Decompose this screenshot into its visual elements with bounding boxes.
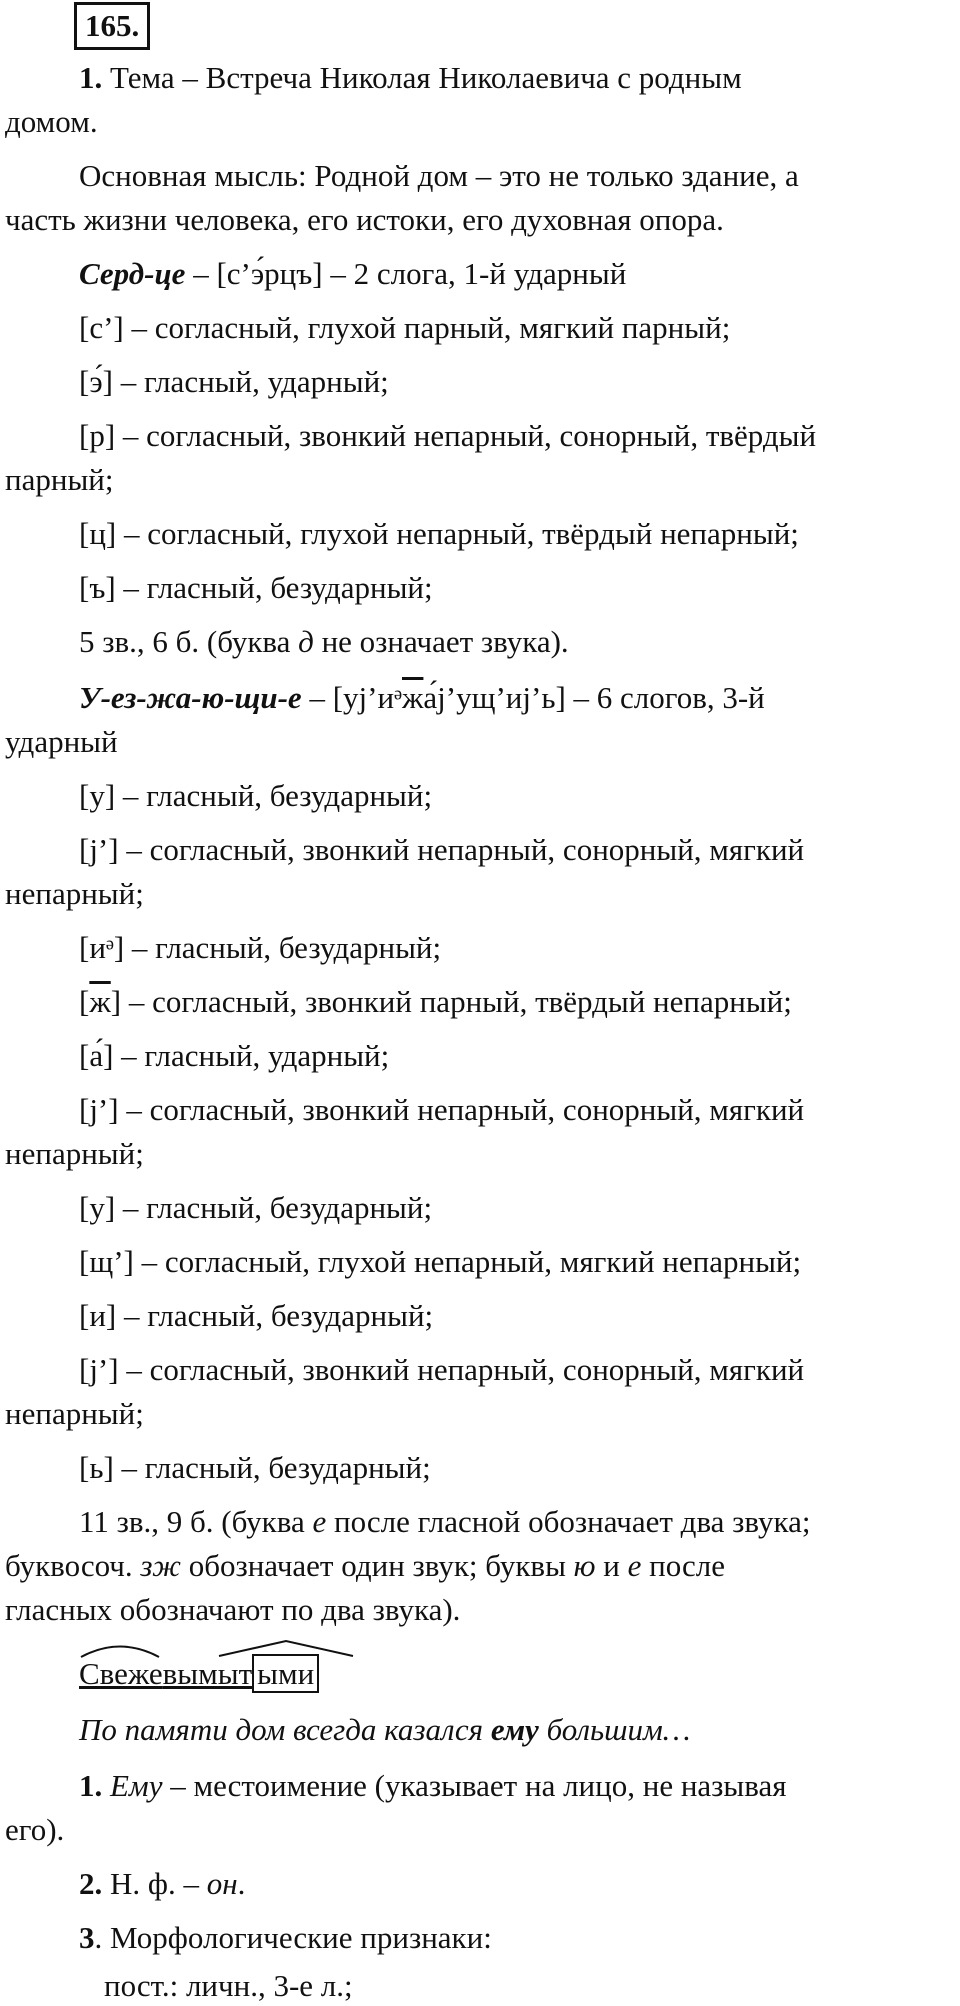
word2-sound-line: непарный; — [5, 1136, 144, 1171]
analysis-text: Н. ф. – — [102, 1866, 207, 1901]
summary-text: после гласной обозначает два звука; — [326, 1504, 811, 1539]
point-number: 3 — [79, 1920, 95, 1955]
long-zh-sound: ж — [402, 680, 424, 715]
word2-transcription: а́j’ущ’иj’ь] – 6 слогов, 3-й — [423, 680, 765, 715]
summary-text: буквосоч. — [5, 1548, 141, 1583]
word2-word: У-ез-жа-ю-щи-е — [79, 680, 302, 715]
word2-sound-line: [ь] – гласный, безударный; — [79, 1450, 431, 1485]
point-number: 2. — [79, 1866, 103, 1901]
morpheme-word — [79, 1654, 319, 1694]
summary-text: после — [641, 1548, 725, 1583]
word2-sound-line: [j’] – согласный, звонкий непарный, сонорный, мягкий — [79, 1092, 805, 1127]
word2-sound-line: [j’] – согласный, звонкий непарный, сонорный, мягкий — [79, 832, 805, 867]
word1-transcription: – [с’э́рцъ] – 2 слога, 1-й ударный — [185, 256, 627, 291]
word2-sound-line-zh: [ж] – согласный, звонкий парный, твёрдый непарный; — [79, 984, 792, 1019]
word2-heading-line-2: ударный — [5, 724, 118, 759]
morpheme-root-2: вымыт — [162, 1656, 253, 1691]
analysis-text: . Морфологические признаки: — [94, 1920, 492, 1955]
sentence-highlight: ему — [490, 1712, 539, 1747]
word2-sound-line: [и] – гласный, безударный; — [79, 1298, 434, 1333]
suffix-mark-icon — [217, 1638, 355, 1658]
point-number: 1. — [79, 1768, 103, 1803]
summary-letter: е — [627, 1548, 642, 1583]
word1-sound-line: [ц] – согласный, глухой непарный, твёрдый непарный; — [79, 516, 799, 551]
word2-sound-line: [у] – гласный, безударный; — [79, 778, 433, 813]
summary-letter: ю — [573, 1548, 596, 1583]
example-sentence — [79, 1710, 960, 1750]
summary-text: не означает звука). — [313, 624, 569, 659]
word2-summary-line-2 — [5, 1546, 960, 1586]
word1-sound-line: [р] – согласный, звонкий непарный, сонорный, твёрдый — [79, 418, 817, 453]
word2-sound-line: [j’] – согласный, звонкий непарный, сонорный, мягкий — [79, 1352, 805, 1387]
summary-text: и — [595, 1548, 628, 1583]
root-arc-icon — [79, 1642, 161, 1658]
theme-line-1 — [79, 58, 960, 98]
word2-summary-line-1 — [79, 1502, 960, 1542]
sentence-text: По памяти дом всегда казался — [79, 1712, 491, 1747]
summary-letter: зж — [140, 1548, 181, 1583]
analysis-point-1-line-2: его). — [5, 1812, 65, 1847]
main-idea-line-1: Основная мысль: Родной дом – это не только здание, а — [79, 158, 799, 193]
summary-letter: е — [312, 1504, 327, 1539]
word2-transcription: – [уj’иᵊ — [301, 680, 402, 715]
word2-sound-line: [у] – гласный, безударный; — [79, 1190, 433, 1225]
word1-heading — [79, 254, 960, 294]
theme-line-2: домом. — [5, 104, 98, 139]
word2-summary-line-3: гласных обозначают по два звука). — [5, 1592, 461, 1627]
initial-form: он — [206, 1866, 238, 1901]
task-number: 165. — [74, 2, 150, 50]
word2-sound-line: непарный; — [5, 1396, 144, 1431]
summary-letter: д — [298, 624, 314, 659]
summary-text: 11 зв., 9 б. (буква — [79, 1504, 313, 1539]
word1-word: Серд-це — [79, 256, 186, 291]
analysis-text: . — [237, 1866, 246, 1901]
word1-sound-line: [э́] – гласный, ударный; — [79, 364, 389, 399]
word1-summary — [79, 622, 960, 662]
word2-sound-line: [а́] – гласный, ударный; — [79, 1038, 390, 1073]
morpheme-ending: ыми — [252, 1654, 319, 1693]
summary-text: 5 зв., 6 б. (буква — [79, 624, 299, 659]
analysis-point-2 — [79, 1864, 960, 1904]
word2-sound-line: непарный; — [5, 876, 144, 911]
word2-heading — [79, 678, 960, 718]
summary-text: обозначает один звук; буквы — [180, 1548, 574, 1583]
morphemic-analysis — [79, 1654, 960, 1694]
word2-sound-line: [иᵊ] – гласный, безударный; — [79, 930, 442, 965]
long-zh-letter: ж — [89, 984, 111, 1019]
analysis-text: – местоимение (указывает на лицо, не называя — [162, 1768, 787, 1803]
main-idea-line-2: часть жизни человека, его истоки, его духовная опора. — [5, 202, 724, 237]
word1-sound-line: [с’] – согласный, глухой парный, мягкий парный; — [79, 310, 731, 345]
word2-sound-line: [щ’] – согласный, глухой непарный, мягкий непарный; — [79, 1244, 802, 1279]
analysis-point-1 — [79, 1766, 960, 1806]
word1-sound-line: [ъ] – гласный, безударный; — [79, 570, 433, 605]
theme-text: Тема – Встреча Николая Николаевича с родным — [102, 60, 742, 95]
morpheme-root-1: Свеже — [79, 1656, 163, 1691]
analysis-word: Ему — [110, 1768, 163, 1803]
theme-number: 1. — [79, 60, 103, 95]
analysis-point-3 — [79, 1918, 960, 1958]
analysis-point-3-sub: пост.: личн., 3-е л.; — [104, 1968, 353, 2003]
word1-sound-line: парный; — [5, 462, 114, 497]
sentence-text: большим… — [538, 1712, 691, 1747]
